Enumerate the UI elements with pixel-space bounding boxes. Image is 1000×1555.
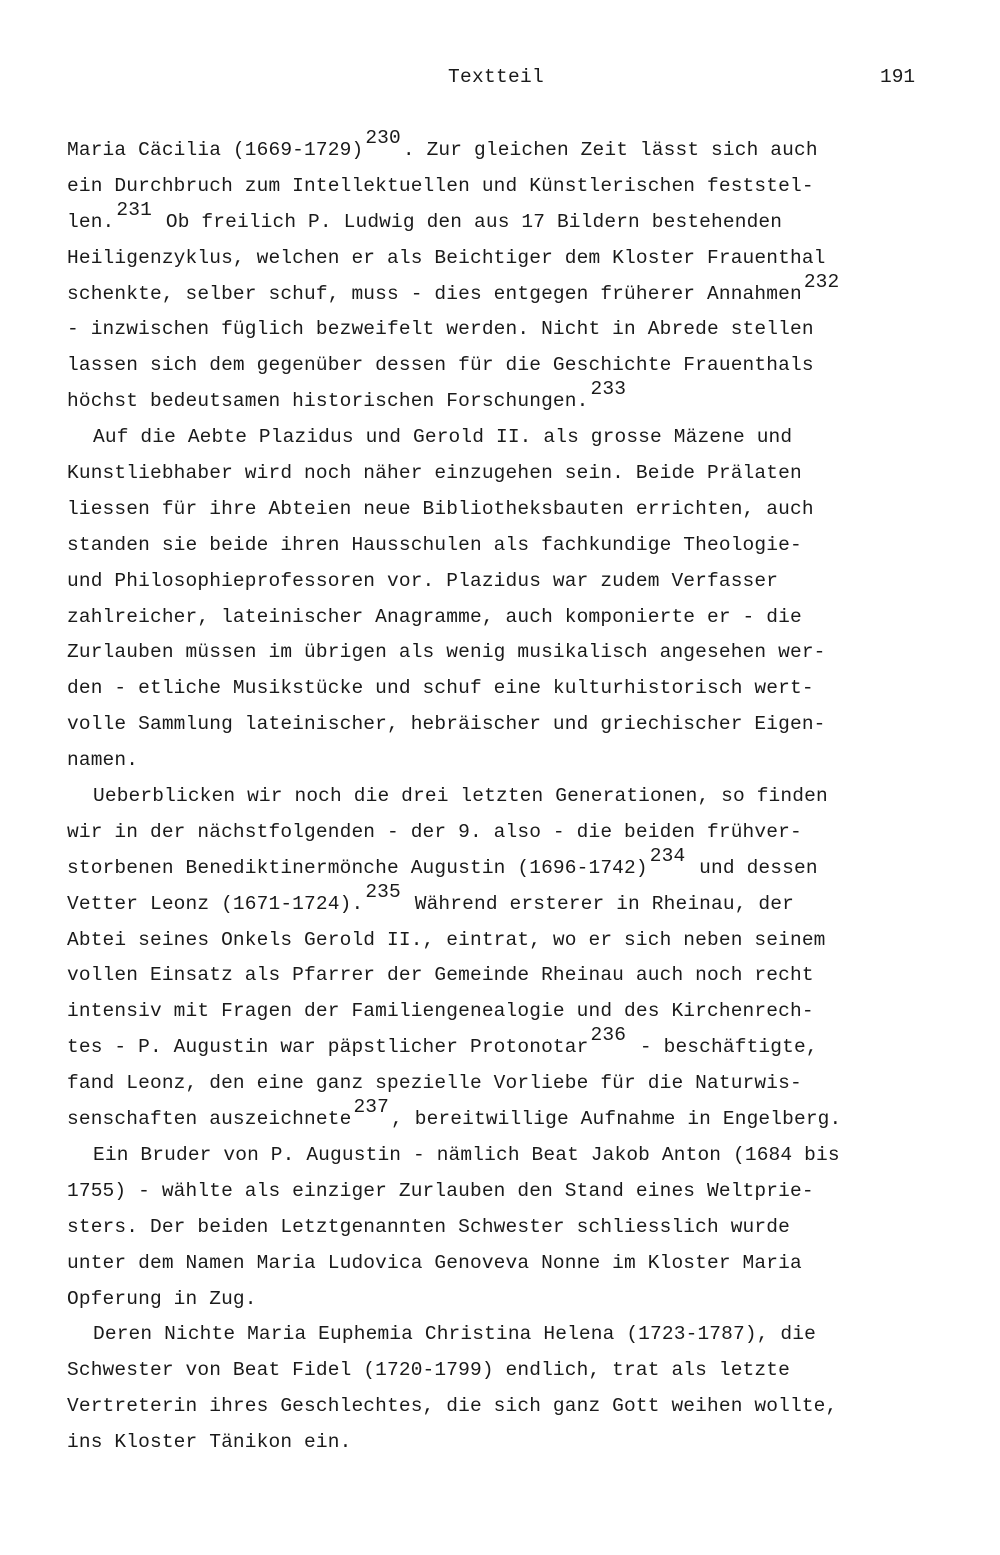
text-line: vollen Einsatz als Pfarrer der Gemeinde Rheinau auch noch recht — [67, 964, 814, 987]
text-line: Ueberblicken wir noch die drei letzten Generationen, so finden — [93, 785, 828, 808]
text-line: len.231 Ob freilich P. Ludwig den aus 17 Bildern bestehenden — [67, 198, 783, 233]
paragraph — [67, 127, 957, 420]
text-line: volle Sammlung lateinischer, hebräischer und griechischer Eigen- — [67, 713, 826, 736]
text-line: liessen für ihre Abteien neue Bibliotheksbauten errichten, auch — [67, 497, 814, 520]
text-line: namen. — [67, 749, 139, 772]
text-line: schenkte, selber schuf, muss - dies entgegen früherer Annahmen232 — [67, 270, 840, 305]
text-line: fand Leonz, den eine ganz spezielle Vorliebe für die Naturwis- — [67, 1072, 802, 1095]
text-line: Abtei seines Onkels Gerold II., eintrat, wo er sich neben seinem — [67, 928, 826, 951]
paragraph — [67, 1317, 957, 1461]
text-line: lassen sich dem gegenüber dessen für die Geschichte Frauenthals — [67, 354, 814, 377]
text-line: Opferung in Zug. — [67, 1287, 257, 1310]
running-title: Textteil — [448, 66, 545, 88]
text-line: Vertreterin ihres Geschlechtes, die sich ganz Gott weihen wollte, — [67, 1395, 838, 1418]
text-line: standen sie beide ihren Hausschulen als fachkundige Theologie- — [67, 533, 802, 556]
text-line: Ein Bruder von P. Augustin - nämlich Beat Jakob Anton (1684 bis — [93, 1143, 840, 1166]
paragraph — [67, 1138, 957, 1317]
page-number: 191 — [880, 66, 916, 88]
text-line: storbenen Benediktinermönche Augustin (1696-1742)234 und dessen — [67, 844, 818, 879]
body-text — [67, 127, 957, 1461]
text-line: tes - P. Augustin war päpstlicher Protonotar236 - beschäftigte, — [67, 1024, 818, 1059]
text-line: Zurlauben müssen im übrigen als wenig musikalisch angesehen wer- — [67, 641, 826, 664]
text-line: Deren Nichte Maria Euphemia Christina Helena (1723-1787), die — [93, 1323, 816, 1346]
text-line: 1755) - wählte als einziger Zurlauben den Stand eines Weltprie- — [67, 1179, 814, 1202]
text-line: Auf die Aebte Plazidus und Gerold II. als grosse Mäzene und — [93, 426, 793, 449]
text-line: Vetter Leonz (1671-1724).235 Während ersterer in Rheinau, der — [67, 880, 794, 915]
text-line: unter dem Namen Maria Ludovica Genoveva Nonne im Kloster Maria — [67, 1251, 802, 1274]
text-line: - inzwischen füglich bezweifelt werden. Nicht in Abrede stellen — [67, 318, 814, 341]
text-line: intensiv mit Fragen der Familiengenealogie und des Kirchenrech- — [67, 1000, 814, 1023]
paragraph — [67, 420, 957, 779]
text-line: und Philosophieprofessoren vor. Plazidus war zudem Verfasser — [67, 569, 779, 592]
text-line: Kunstliebhaber wird noch näher einzugehen sein. Beide Prälaten — [67, 462, 802, 485]
text-line: sters. Der beiden Letztgenannten Schwester schliesslich wurde — [67, 1215, 790, 1238]
paragraph — [67, 779, 957, 1138]
text-line: höchst bedeutsamen historischen Forschungen.233 — [67, 378, 627, 413]
text-line: den - etliche Musikstücke und schuf eine kulturhistorisch wert- — [67, 677, 814, 700]
text-line: ins Kloster Tänikon ein. — [67, 1431, 352, 1454]
text-line: wir in der nächstfolgenden - der 9. also - die beiden frühver- — [67, 820, 802, 843]
text-line: zahlreicher, lateinischer Anagramme, auch komponierte er - die — [67, 605, 802, 628]
text-line: Heiligenzyklus, welchen er als Beichtiger dem Kloster Frauenthal — [67, 246, 826, 269]
text-line: Maria Cäcilia (1669-1729)230. Zur gleichen Zeit lässt sich auch — [67, 127, 818, 161]
text-line: ein Durchbruch zum Intellektuellen und Künstlerischen feststel- — [67, 174, 814, 197]
text-line: Schwester von Beat Fidel (1720-1799) endlich, trat als letzte — [67, 1359, 790, 1382]
text-line: senschaften auszeichnete237, bereitwillige Aufnahme in Engelberg. — [67, 1096, 842, 1131]
